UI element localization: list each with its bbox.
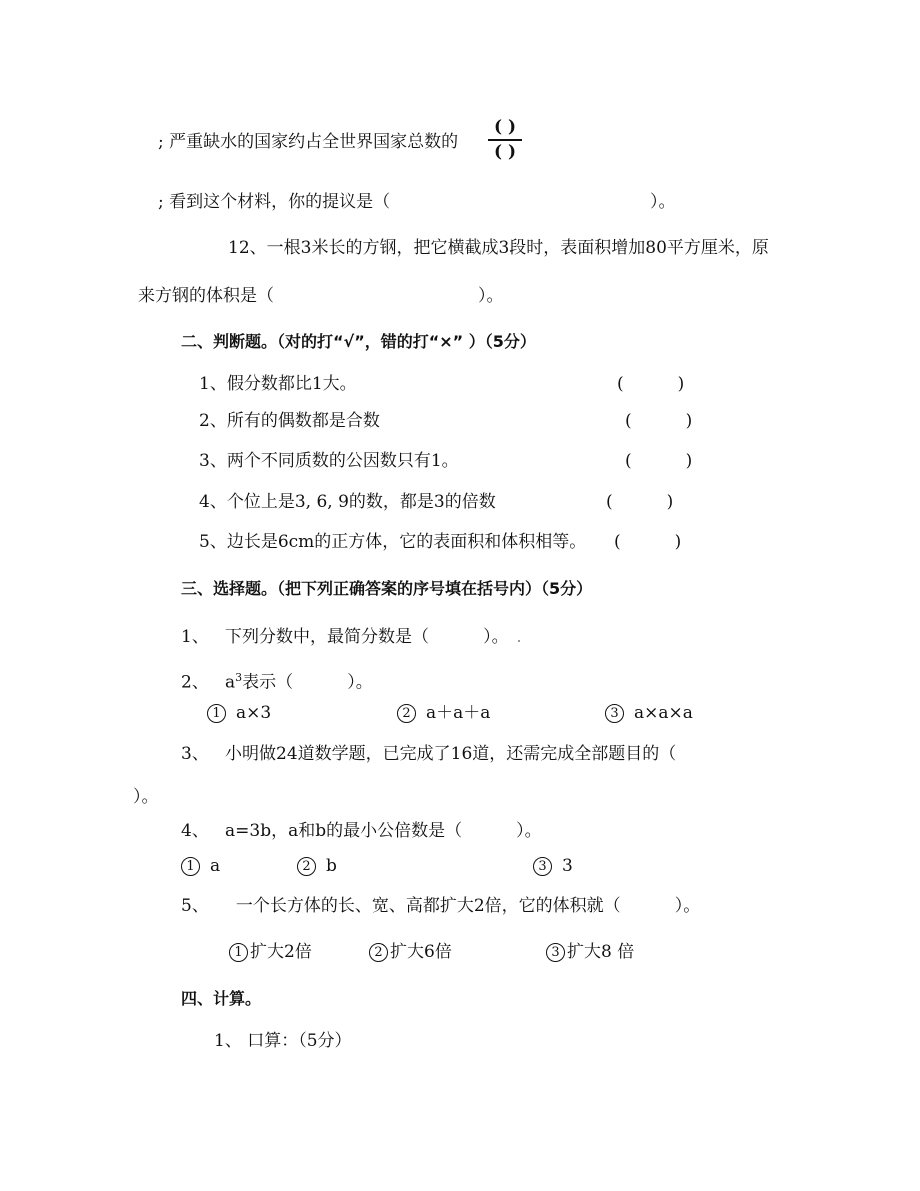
- option-text: 扩大6倍: [390, 942, 452, 962]
- circled-number-icon: 2: [369, 943, 388, 962]
- judge-item-2-answer: ( ): [625, 411, 693, 431]
- choice-q2-option-2: [397, 702, 490, 724]
- option-text: a×3: [236, 703, 272, 723]
- judge-item-5: 5、边长是6cm的正方体，它的表面积和体积相等。: [199, 532, 587, 552]
- choice-q2-option-3: [605, 702, 693, 724]
- choice-q2-post: 表示（ ）。: [242, 672, 373, 693]
- fraction-denominator: ( ): [493, 142, 516, 162]
- section-judge-heading: 二、判断题。（对的打“√”，错的打“×” ）（5分）: [181, 332, 536, 351]
- judge-item-1: 1、假分数都比1大。: [199, 374, 357, 394]
- option-text: 3: [562, 856, 573, 876]
- judge-item-3: 3、两个不同质数的公因数只有1。: [199, 451, 459, 471]
- circled-number-icon: 1: [181, 857, 200, 876]
- circled-number-icon: 2: [397, 704, 416, 723]
- question-12-continued: 来方钢的体积是（: [138, 286, 274, 306]
- question-12-close: ）。: [478, 286, 504, 306]
- choice-q4: 4、 a=3b，a和b的最小公倍数是（ ）。: [181, 821, 542, 841]
- choice-q2-exponent: 3: [235, 671, 243, 684]
- option-text: a＋a＋a: [426, 703, 491, 723]
- judge-item-2: 2、所有的偶数都是合数: [199, 411, 380, 431]
- judge-item-4: 4、个位上是3, 6, 9的数，都是3的倍数: [199, 492, 496, 512]
- circled-number-icon: 1: [207, 704, 226, 723]
- choice-q2: [181, 667, 373, 694]
- choice-q4-option-3: [533, 855, 573, 877]
- choice-q3: 3、 小明做24道数学题，已完成了16道，还需完成全部题目的（: [181, 744, 677, 764]
- question-12: 12、一根3米长的方钢，把它横截成3段时，表面积增加80平方厘米，原: [228, 238, 769, 258]
- section-calc-heading: 四、计算。: [181, 989, 262, 1008]
- judge-item-3-answer: ( ): [625, 451, 693, 471]
- choice-q2-pre: 2、 a: [181, 672, 236, 693]
- calc-mental-math: 1、 口算：（5分）: [214, 1031, 352, 1051]
- fill-line-water: ; 严重缺水的国家约占全世界国家总数的: [158, 132, 459, 152]
- choice-q4-option-2: [297, 855, 337, 877]
- fraction-numerator: ( ): [493, 117, 516, 137]
- option-text: 扩大8 倍: [567, 942, 635, 962]
- judge-item-1-answer: ( ): [617, 374, 685, 394]
- option-text: a: [210, 856, 221, 876]
- judge-item-5-answer: ( ): [614, 532, 682, 552]
- circled-number-icon: 2: [297, 857, 316, 876]
- blank-fraction: [488, 118, 522, 162]
- choice-q1: 1、 下列分数中，最简分数是（ ）。: [181, 627, 509, 647]
- choice-q5-option-3: [546, 941, 634, 963]
- choice-q3-continued: ）。: [133, 787, 159, 807]
- circled-number-icon: 3: [605, 704, 624, 723]
- choice-q4-option-1: [181, 855, 220, 877]
- section-choice-heading: 三、选择题。（把下列正确答案的序号填在括号内）（5分）: [181, 579, 593, 598]
- fraction-bar: [488, 139, 522, 141]
- option-text: b: [326, 856, 337, 876]
- judge-item-4-answer: ( ): [606, 492, 674, 512]
- circled-number-icon: 1: [229, 943, 248, 962]
- choice-q2-option-1: [207, 702, 271, 724]
- choice-q5-option-1: [229, 941, 312, 963]
- fill-line-suggestion: ; 看到这个材料，你的提议是（: [158, 192, 391, 212]
- circled-number-icon: 3: [546, 943, 565, 962]
- choice-q5-option-2: [369, 941, 452, 963]
- option-text: 扩大2倍: [250, 942, 312, 962]
- fill-line-suggestion-close: ）。: [650, 192, 676, 212]
- option-text: a×a×a: [634, 703, 693, 723]
- choice-q5: 5、 一个长方体的长、宽、高都扩大2倍，它的体积就（ ）。: [181, 896, 701, 916]
- circled-number-icon: 3: [533, 857, 552, 876]
- speck-mark: [518, 640, 520, 642]
